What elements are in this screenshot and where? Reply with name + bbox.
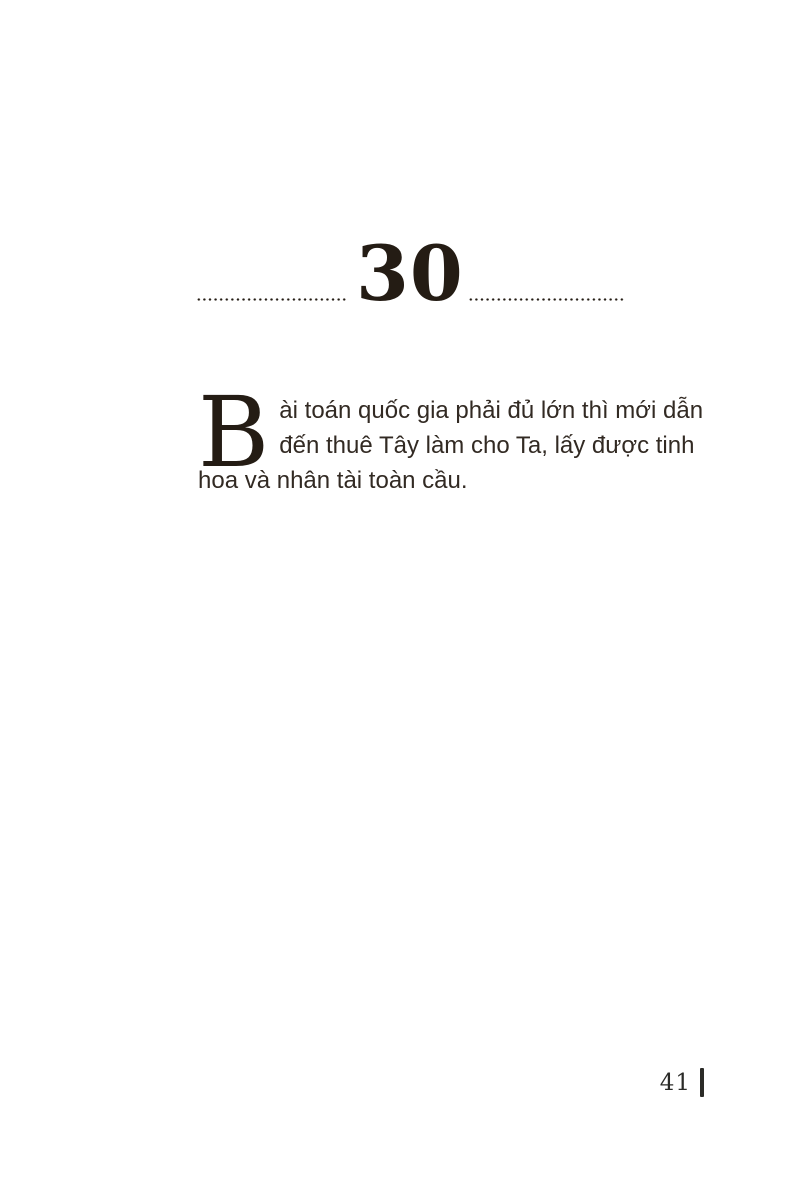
- page-number: 41: [659, 1069, 691, 1096]
- chapter-header: [196, 229, 624, 318]
- chapter-number: 30: [356, 229, 464, 318]
- paragraph-line-1: ài toán quốc gia phải đủ lớn thì mới dẫn: [279, 397, 704, 424]
- paragraph-line-2: đến thuê Tây làm cho Ta, lấy được tinh: [279, 432, 695, 459]
- chapter-paragraph: [198, 376, 704, 498]
- right-dotted-rule: [468, 298, 624, 301]
- footer-rule-bar: [700, 1068, 704, 1097]
- paragraph-line-3: hoa và nhân tài toàn cầu.: [198, 467, 468, 494]
- left-dotted-rule: [196, 298, 348, 301]
- page-footer: [660, 1068, 704, 1097]
- drop-cap: B: [198, 376, 270, 489]
